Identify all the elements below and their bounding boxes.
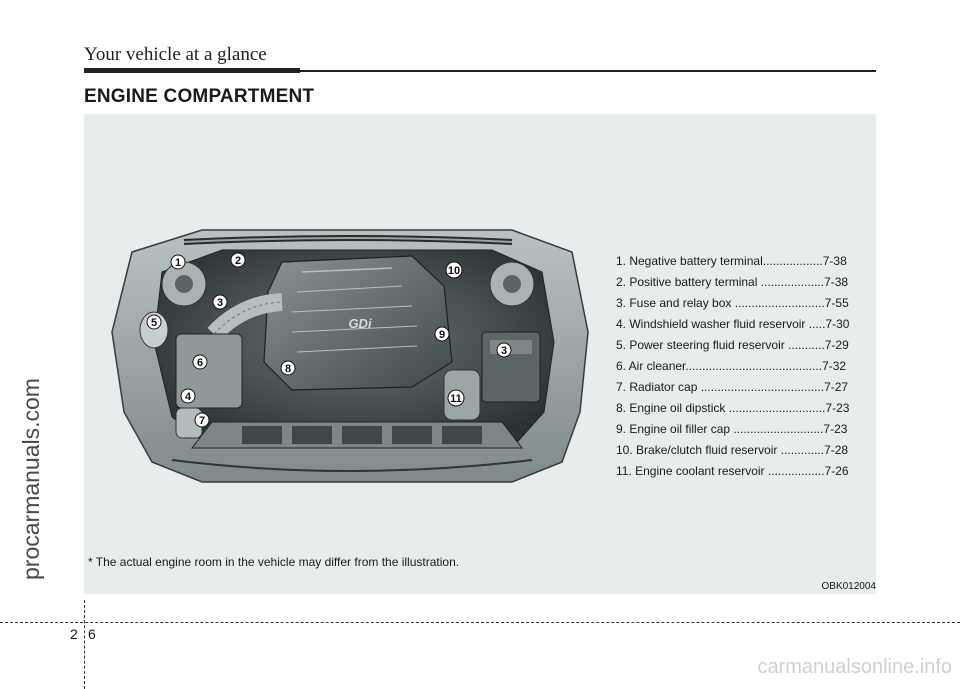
footer-dashed-divider	[84, 600, 85, 689]
section-title: ENGINE COMPARTMENT	[84, 86, 315, 107]
svg-text:11: 11	[450, 393, 462, 405]
legend-item: 4. Windshield washer fluid reservoir .....7-30	[616, 317, 850, 331]
header-rule-thick	[84, 68, 300, 73]
svg-text:4: 4	[184, 391, 192, 403]
callout-6	[193, 355, 207, 369]
figure-code: OBK012004	[821, 581, 876, 592]
header-rule-thin	[300, 70, 876, 72]
engine-illustration	[92, 212, 604, 510]
callout-4	[181, 389, 195, 403]
svg-text:3: 3	[216, 297, 224, 309]
svg-text:3: 3	[500, 345, 508, 357]
svg-text:6: 6	[196, 357, 204, 369]
legend-item: 6. Air cleaner.........................................7-32	[616, 359, 847, 373]
callout-9	[435, 327, 449, 341]
callout-10	[446, 262, 462, 278]
illustration-panel	[84, 114, 876, 594]
page-chapter: 2	[70, 626, 78, 642]
component-legend	[616, 254, 868, 485]
legend-item: 5. Power steering fluid reservoir ...........7-29	[616, 338, 849, 352]
callout-11	[448, 390, 464, 406]
svg-text:8: 8	[284, 363, 292, 375]
watermark-left: procarmanuals.com	[18, 378, 44, 580]
engine-badge: GDi	[348, 316, 372, 331]
callout-3-right	[497, 343, 511, 357]
legend-item: 1. Negative battery terminal..................7-38	[616, 254, 847, 268]
svg-text:7: 7	[198, 415, 206, 427]
callout-1	[171, 255, 185, 269]
legend-item: 11. Engine coolant reservoir .................7-26	[616, 464, 849, 478]
svg-text:10: 10	[447, 265, 461, 277]
svg-text:2: 2	[234, 255, 242, 267]
callout-2	[231, 253, 245, 267]
legend-item: 8. Engine oil dipstick .............................7-23	[616, 401, 850, 415]
callout-7	[195, 413, 209, 427]
legend-item: 3. Fuse and relay box ...........................7-55	[616, 296, 849, 310]
legend-item: 7. Radiator cap .....................................7-27	[616, 380, 849, 394]
callout-3-left	[213, 295, 227, 309]
svg-text:9: 9	[438, 329, 446, 341]
svg-text:5: 5	[150, 317, 158, 329]
callout-5	[147, 315, 161, 329]
callout-8	[281, 361, 295, 375]
legend-item: 2. Positive battery terminal ...................7-38	[616, 275, 849, 289]
legend-item: 9. Engine oil filler cap ...........................7-23	[616, 422, 848, 436]
svg-text:1: 1	[174, 257, 182, 269]
footer-dashed-rule	[0, 622, 960, 623]
header-title: Your vehicle at a glance	[84, 44, 267, 65]
illustration-footnote: * The actual engine room in the vehicle may differ from the illustration.	[88, 555, 460, 569]
page-number: 6	[88, 626, 96, 642]
legend-item: 10. Brake/clutch fluid reservoir .............7-28	[616, 443, 849, 457]
watermark-bottom: carmanualsonline.info	[757, 656, 952, 678]
